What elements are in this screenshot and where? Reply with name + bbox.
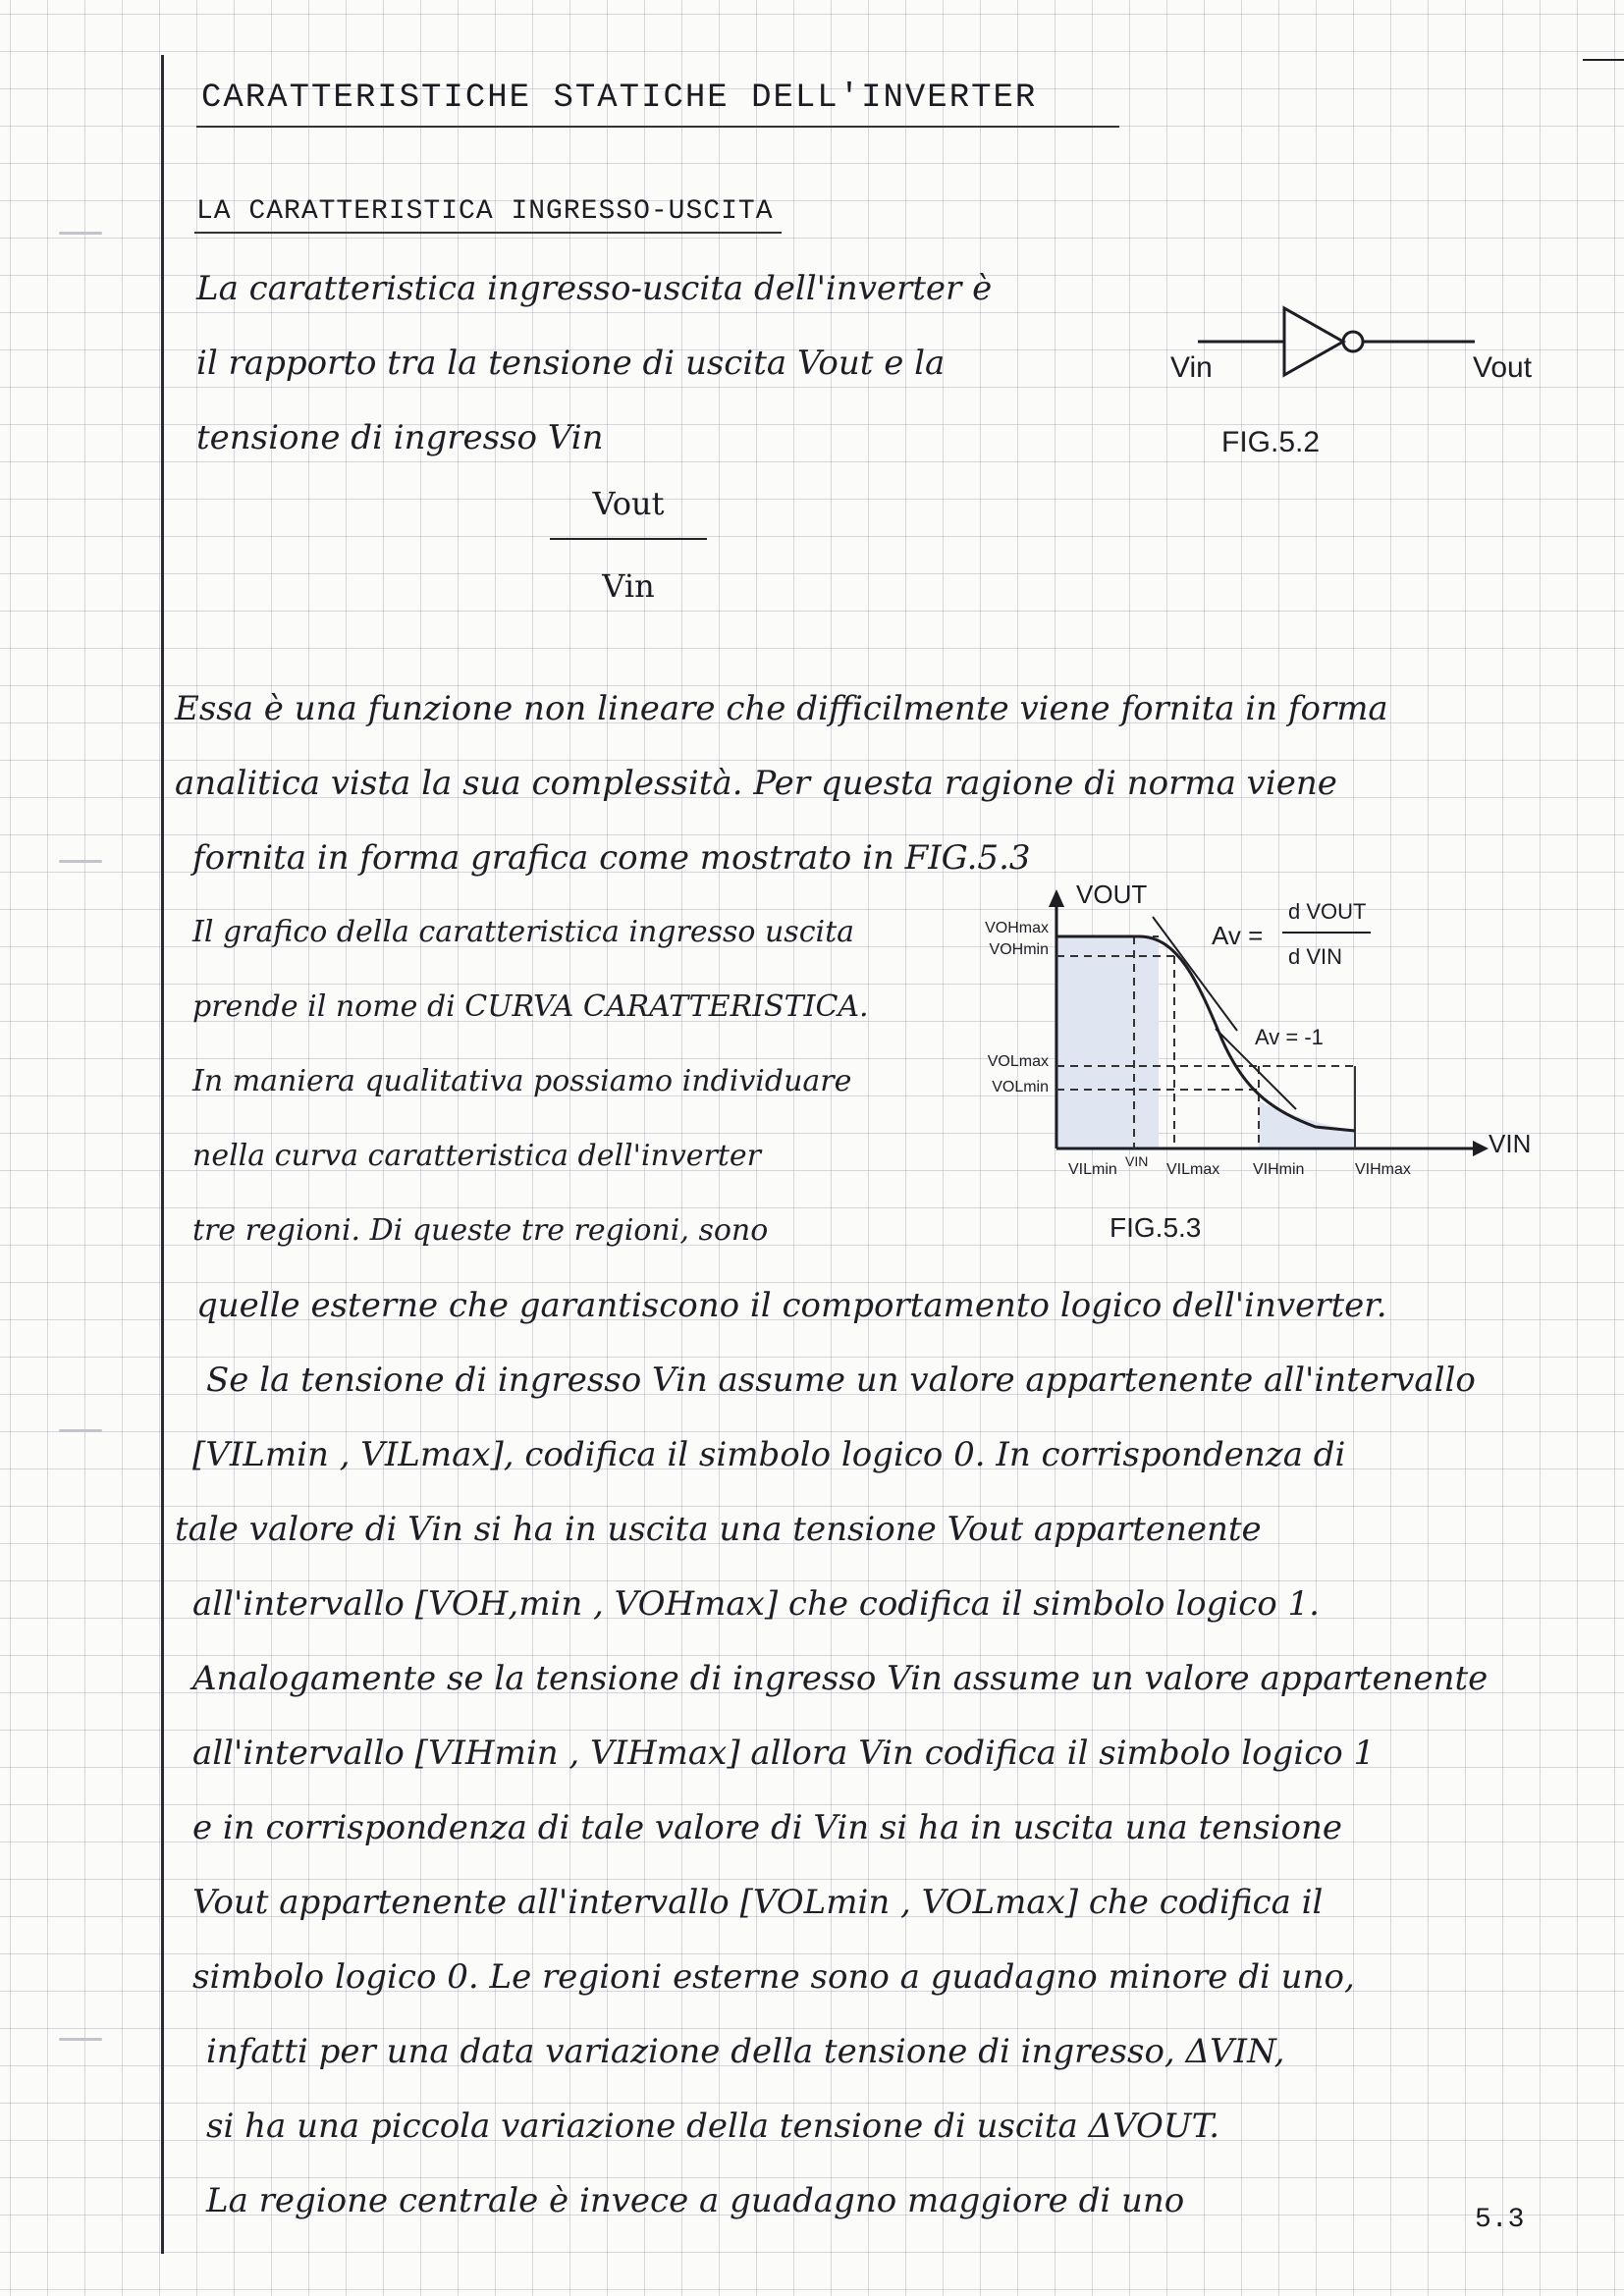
text-line: e in corrispondenza di tale valore di Vin si ha in uscita una tensione bbox=[192, 1808, 1342, 1847]
y-tick-label: VOLmin bbox=[992, 1079, 1049, 1095]
transfer-characteristic-figure bbox=[943, 874, 1532, 1256]
page-number: 5.3 bbox=[1475, 2205, 1525, 2235]
x-tick-label: VILmin bbox=[1068, 1161, 1117, 1178]
text-line: analitica vista la sua complessità. Per questa ragione di norma viene bbox=[175, 764, 1337, 803]
output-label: Vout bbox=[1473, 351, 1533, 384]
gain-formula-numerator: d VOUT bbox=[1288, 899, 1367, 924]
gain-formula-denominator: d VIN bbox=[1288, 944, 1343, 969]
figure-caption: FIG.5.3 bbox=[1110, 1212, 1202, 1243]
text-line: Il grafico della caratteristica ingresso uscita bbox=[192, 915, 855, 949]
text-line: Se la tensione di ingresso Vin assume un valore appartenente all'intervallo bbox=[206, 1361, 1476, 1400]
input-label: Vin bbox=[1170, 351, 1213, 384]
text-line: Vout appartenente all'intervallo [VOLmin , VOLmax] che codifica il bbox=[192, 1883, 1324, 1922]
y-axis-arrow bbox=[1049, 889, 1064, 907]
page-title: CARATTERISTICHE STATICHE DELL'INVERTER bbox=[201, 80, 1038, 117]
section-title-underline bbox=[194, 232, 782, 234]
figure-caption: FIG.5.2 bbox=[1221, 426, 1321, 458]
text-line: [VILmin , VILmax], codifica il simbolo logico 0. In corrispondenza di bbox=[192, 1435, 1346, 1474]
corner-mark bbox=[1583, 59, 1624, 61]
margin-line bbox=[161, 55, 164, 2254]
text-line: si ha una piccola variazione della tensione di uscita ΔVOUT. bbox=[206, 2107, 1220, 2146]
x-axis-arrow bbox=[1473, 1141, 1489, 1156]
x-tick-label: VIHmax bbox=[1355, 1161, 1411, 1178]
text-line: all'intervallo [VOH,min , VOHmax] che codifica il simbolo logico 1. bbox=[192, 1584, 1320, 1624]
text-line: infatti per una data variazione della tensione di ingresso, ΔVIN, bbox=[206, 2032, 1285, 2071]
y-tick-label: VOHmin bbox=[989, 941, 1049, 958]
fraction-denominator: Vin bbox=[602, 567, 655, 605]
title-underline bbox=[196, 126, 1119, 128]
binder-hole-mark bbox=[59, 1429, 102, 1432]
text-line: In maniera qualitativa possiamo individuare bbox=[192, 1064, 852, 1098]
binder-hole-mark bbox=[59, 860, 102, 863]
text-line: La regione centrale è invece a guadagno maggiore di uno bbox=[206, 2181, 1185, 2220]
text-line: prende il nome di CURVA CARATTERISTICA. bbox=[192, 989, 869, 1024]
x-tick-label: VIHmin bbox=[1253, 1161, 1305, 1178]
text-line: all'intervallo [VIHmin , VIHmax] allora Vin codifica il simbolo logico 1 bbox=[192, 1734, 1376, 1773]
section-title: LA CARATTERISTICA INGRESSO-USCITA bbox=[196, 196, 774, 227]
slope-annotation: Av = -1 bbox=[1255, 1025, 1324, 1049]
text-line: La caratteristica ingresso-uscita dell'inverter è bbox=[196, 269, 993, 308]
text-line: tre regioni. Di queste tre regioni, sono bbox=[192, 1213, 769, 1248]
fraction-bar bbox=[550, 538, 707, 540]
binder-hole-mark bbox=[59, 2038, 102, 2041]
text-line: Analogamente se la tensione di ingresso Vin assume un valore appartenente bbox=[192, 1659, 1489, 1698]
text-line: quelle esterne che garantiscono il comportamento logico dell'inverter. bbox=[196, 1286, 1387, 1325]
text-line: tale valore di Vin si ha in uscita una tensione Vout appartenente bbox=[175, 1510, 1262, 1549]
inverter-symbol-figure bbox=[1159, 294, 1551, 471]
gain-formula-lhs: Av = bbox=[1212, 921, 1264, 950]
transfer-ratio bbox=[550, 481, 707, 609]
text-line: tensione di ingresso Vin bbox=[196, 418, 604, 457]
inverter-triangle bbox=[1284, 308, 1343, 375]
y-axis-label: VOUT bbox=[1076, 880, 1148, 909]
x-axis-label: VIN bbox=[1489, 1129, 1532, 1158]
text-line: Essa è una funzione non lineare che difficilmente viene fornita in forma bbox=[175, 689, 1388, 728]
shaded-region-low-input bbox=[1056, 936, 1159, 1148]
text-line: nella curva caratteristica dell'inverter bbox=[192, 1139, 762, 1173]
x-tick-label: VIN bbox=[1125, 1153, 1149, 1169]
text-line: fornita in forma grafica come mostrato in FIG.5.3 bbox=[192, 838, 1031, 878]
x-tick-label: VILmax bbox=[1166, 1161, 1220, 1178]
y-tick-label: VOLmax bbox=[987, 1053, 1049, 1070]
binder-hole-mark bbox=[59, 232, 102, 235]
text-line: il rapporto tra la tensione di uscita Vout e la bbox=[196, 344, 946, 383]
y-tick-label: VOHmax bbox=[985, 920, 1049, 936]
text-line: simbolo logico 0. Le regioni esterne sono a guadagno minore di uno, bbox=[192, 1957, 1355, 1997]
fraction-numerator: Vout bbox=[592, 485, 665, 522]
